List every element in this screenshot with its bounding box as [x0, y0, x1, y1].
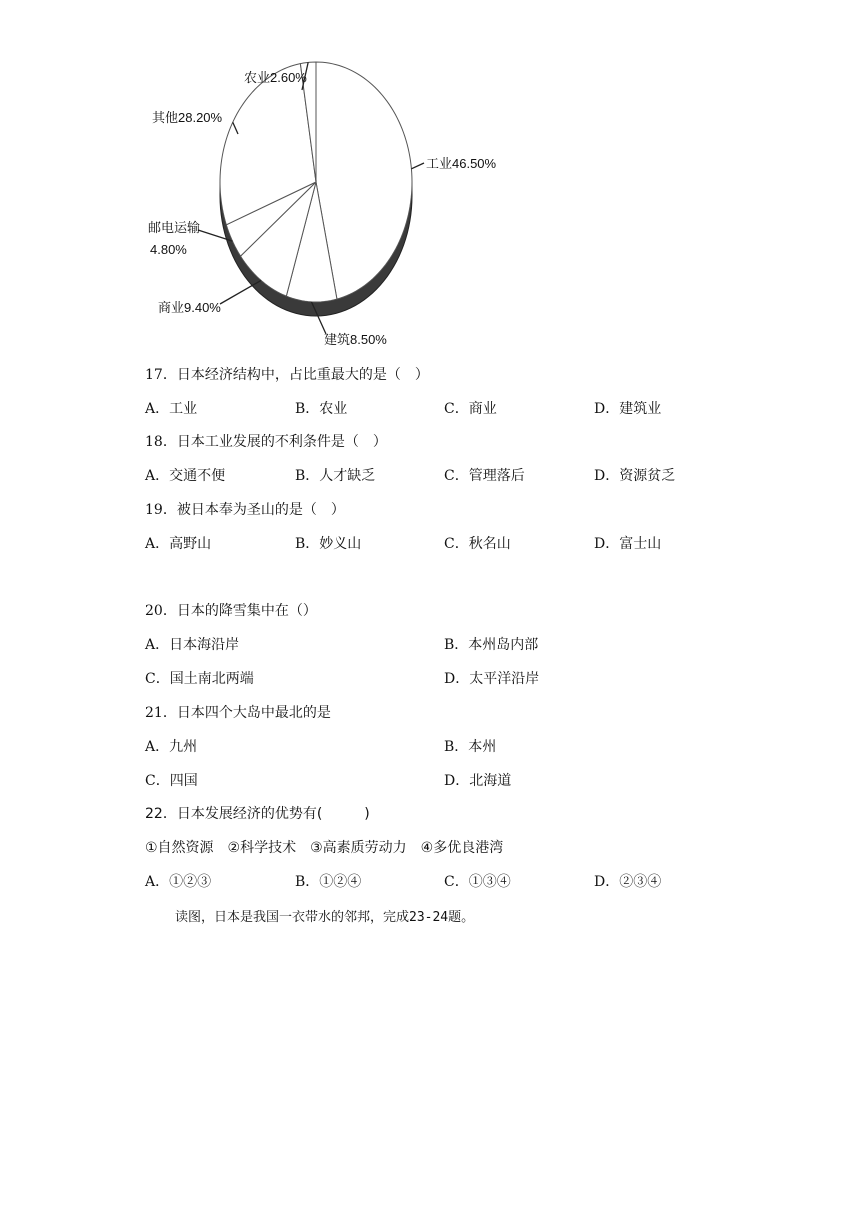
q20-option-b: B．本州岛内部	[444, 637, 539, 653]
q19-option-c: C．秋名山	[444, 536, 511, 552]
q22-option-a: A．①②③	[145, 874, 212, 890]
q17-option-c: C．商业	[444, 401, 497, 417]
q22-option-b: B．①②④	[295, 874, 362, 890]
q20-option-a: A．日本海沿岸	[145, 637, 240, 653]
q22-items: ①自然资源 ②科学技术 ③高素质劳动力 ④多优良港湾	[145, 840, 504, 856]
q17-option-a: A．工业	[145, 401, 198, 417]
q21-option-c: C．四国	[145, 773, 198, 789]
pie-label-1: 建筑8.50%	[324, 332, 387, 347]
q21-option-b: B．本州	[444, 739, 497, 755]
q18-option-a: A．交通不便	[145, 468, 226, 484]
question-22-stem: 22．日本发展经济的优势有( )	[145, 806, 370, 822]
q18-option-c: C．管理落后	[444, 468, 525, 484]
question-20-stem: 20．日本的降雪集中在（）	[145, 603, 317, 619]
q22-option-c: C．①③④	[444, 874, 511, 890]
pie-leader-line-2	[220, 280, 261, 304]
q17-option-d: D．建筑业	[594, 401, 662, 417]
q19-option-b: B．妙义山	[295, 536, 362, 552]
q17-option-b: B．农业	[295, 401, 348, 417]
q18-option-d: D．资源贫乏	[594, 468, 676, 484]
pie-label-0: 工业46.50%	[426, 156, 497, 171]
q20-option-c: C．国土南北两端	[145, 671, 254, 687]
q21-option-d: D．北海道	[444, 773, 512, 789]
economy-structure-pie-chart	[140, 60, 520, 356]
question-19-stem: 19．被日本奉为圣山的是（ ）	[145, 502, 345, 518]
question-21-stem: 21．日本四个大岛中最北的是	[145, 705, 331, 721]
question-17-stem: 17．日本经济结构中，占比重最大的是（ ）	[145, 367, 429, 383]
pie-label-4: 其他28.20%	[152, 110, 223, 125]
q19-option-a: A．高野山	[145, 536, 212, 552]
reading-intro: 读图，日本是我国一衣带水的邻邦，完成23-24题。	[175, 910, 475, 925]
q19-option-d: D．富士山	[594, 536, 662, 552]
pie-label-3: 邮电运输	[148, 220, 201, 235]
pie-label-5: 农业2.60%	[244, 70, 307, 85]
pie-leader-line-0	[411, 163, 424, 169]
question-18-stem: 18．日本工业发展的不利条件是（ ）	[145, 434, 387, 450]
pie-label-3-value: 4.80%	[150, 242, 187, 257]
q21-option-a: A．九州	[145, 739, 198, 755]
q18-option-b: B．人才缺乏	[295, 468, 376, 484]
pie-label-2: 商业9.40%	[158, 300, 221, 315]
q20-option-d: D．太平洋沿岸	[444, 671, 540, 687]
q22-option-d: D．②③④	[594, 874, 662, 890]
